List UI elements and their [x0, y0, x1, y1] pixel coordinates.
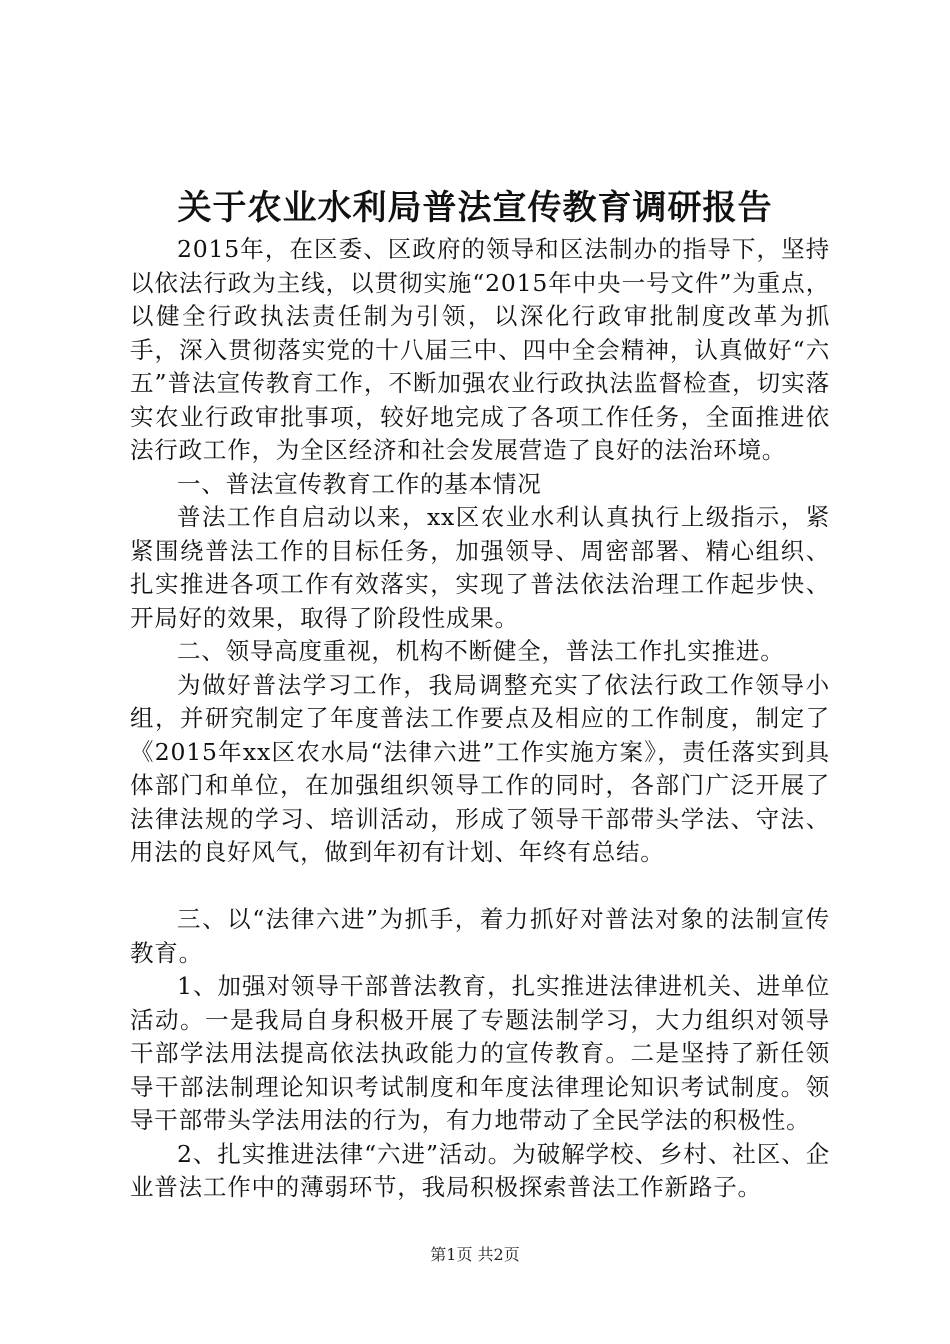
document-body — [130, 233, 830, 1205]
section-heading-2: 二、领导高度重视，机构不断健全，普法工作扎实推进。 — [177, 637, 785, 665]
document-title: 关于农业水利局普法宣传教育调研报告 — [177, 188, 773, 228]
section-3-item-2: 2、扎实推进法律“六进”活动。为破解学校、乡村、社区、企业普法工作中的薄弱环节，我局积极探索普法工作新路子。 — [130, 1139, 830, 1201]
section-1-paragraph: 普法工作自启动以来，xx区农业水利认真执行上级指示，紧紧围绕普法工作的目标任务，加强领导、周密部署、精心组织、扎实推进各项工作有效落实，实现了普法依法治理工作起步快、开局好的效果，取得了阶段性成果。 — [130, 503, 830, 632]
intro-paragraph: 2015年，在区委、区政府的领导和区法制办的指导下，坚持以依法行政为主线，以贯彻实施“2015年中央一号文件”为重点，以健全行政执法责任制为引领，以深化行政审批制度改革为抓手，深入贯彻落实党的十八届三中、四中全会精神，认真做好“六五”普法宣传教育工作，不断加强农业行政执法监督检查，切实落实农业行政审批事项，较好地完成了各项工作任务，全面推进依法行政工作，为全区经济和社会发展营造了良好的法治环境。 — [130, 235, 830, 464]
section-2-paragraph: 为做好普法学习工作，我局调整充实了依法行政工作领导小组，并研究制定了年度普法工作要点及相应的工作制度，制定了《2015年xx区农水局“法律六进”工作实施方案》，责任落实到具体部门和单位，在加强组织领导工作的同时，各部门广泛开展了法律法规的学习、培训活动，形成了领导干部带头学法、守法、用法的良好风气，做到年初有计划、年终有总结。 — [130, 670, 830, 866]
page-number: 第1页 共2页 — [430, 1245, 520, 1264]
section-heading-1: 一、普法宣传教育工作的基本情况 — [177, 469, 542, 498]
section-3-item-1: 1、加强对领导干部普法教育，扎实推进法律进机关、进单位活动。一是我局自身积极开展了专题法制学习，大力组织对领导干部学法用法提高依法执政能力的宣传教育。二是坚持了新任领导干部法制理论知识考试制度和年度法律理论知识考试制度。领导干部带头学法用法的行为，有力地带动了全民学法的积极性。 — [130, 972, 830, 1134]
paragraph-spacer — [130, 870, 830, 904]
section-heading-3: 三、以“法律六进”为抓手，着力抓好对普法对象的法制宣传教育。 — [130, 905, 830, 967]
